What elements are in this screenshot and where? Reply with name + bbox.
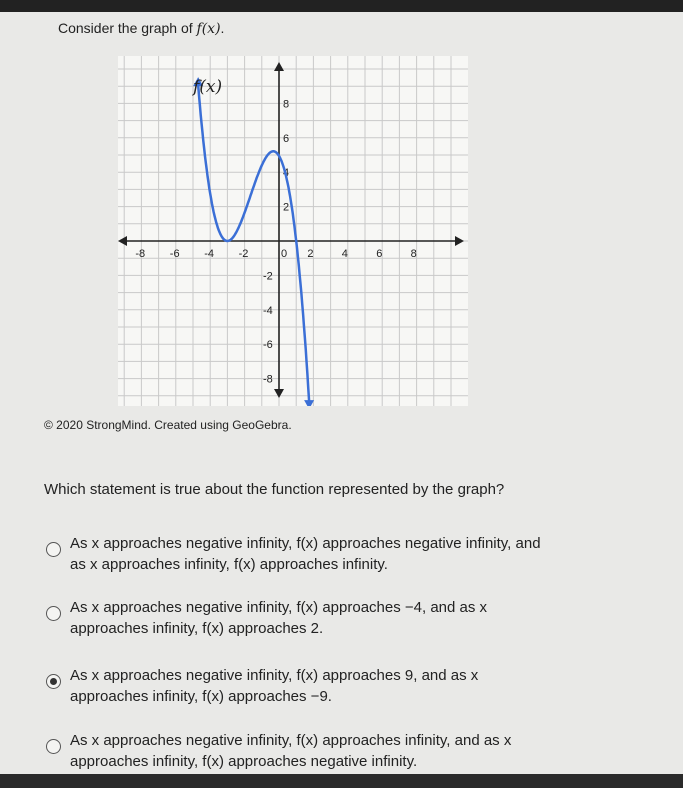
x-tick-label: 8: [410, 248, 417, 260]
copyright-text: © 2020 StrongMind. Created using GeoGebra.: [44, 418, 292, 432]
choice-b-line1: As x approaches negative infinity, f(x) approaches −4, and as x: [70, 599, 488, 616]
x-tick-label: 0: [281, 248, 288, 260]
radio-a[interactable]: [46, 542, 61, 557]
function-graph: [118, 56, 468, 406]
question-text: [58, 20, 224, 37]
choice-c-text: [70, 665, 630, 707]
choice-a-line2: as x approaches infinity, f(x) approaches infinity.: [70, 556, 388, 573]
y-tick-label: -4: [263, 304, 273, 317]
x-tick-label: -8: [135, 248, 146, 260]
x-tick-label: -4: [204, 248, 214, 260]
x-tick-label: 6: [376, 248, 383, 260]
radio-c[interactable]: [46, 674, 61, 689]
y-tick-label: 2: [283, 201, 290, 214]
graph-background: [118, 56, 468, 406]
y-tick-label: 6: [283, 132, 290, 145]
question-fx: f(x): [196, 21, 221, 37]
choice-d-line2: approaches infinity, f(x) approaches negative infinity.: [70, 753, 418, 770]
y-tick-label: 4: [283, 167, 290, 180]
question-prefix: Consider the graph of: [58, 20, 197, 36]
choice-a-line1: As x approaches negative infinity, f(x) approaches negative infinity, and: [70, 535, 541, 552]
choice-a-text: [70, 533, 630, 575]
radio-b[interactable]: [46, 606, 61, 621]
graph-svg: [118, 56, 468, 406]
question-suffix: .: [220, 20, 225, 36]
choice-d-text: [70, 730, 630, 772]
y-tick-label: -6: [263, 339, 273, 352]
choice-c-line1: As x approaches negative infinity, f(x) approaches 9, and as x: [70, 667, 479, 684]
choice-b-text: [70, 597, 630, 639]
choice-c-line2: approaches infinity, f(x) approaches −9.: [70, 688, 332, 705]
y-axis-label: f(x): [193, 77, 223, 97]
y-tick-label: -8: [263, 373, 273, 386]
radio-d[interactable]: [46, 739, 61, 754]
x-tick-label: -2: [238, 248, 249, 260]
top-bar: [0, 0, 683, 12]
y-tick-label: 8: [283, 98, 290, 111]
x-tick-label: 2: [307, 248, 314, 260]
x-tick-label: -6: [169, 248, 180, 260]
x-tick-label: 4: [341, 248, 348, 260]
bottom-bar: [0, 774, 683, 788]
prompt-text: Which statement is true about the function represented by the graph?: [44, 481, 505, 498]
choice-b-line2: approaches infinity, f(x) approaches 2.: [70, 620, 324, 637]
y-tick-label: -2: [263, 270, 273, 283]
choice-d-line1: As x approaches negative infinity, f(x) approaches infinity, and as x: [70, 732, 512, 749]
